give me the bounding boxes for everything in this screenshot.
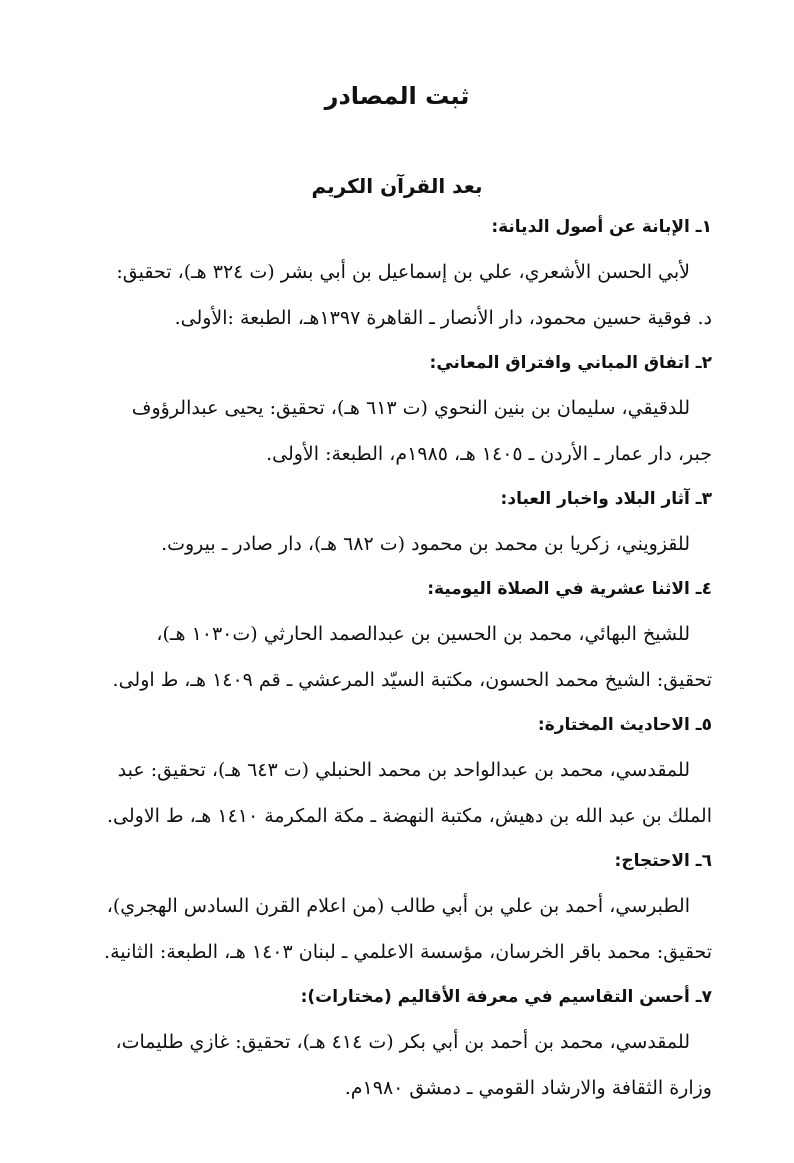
citation-line: الطبرسي، أحمد بن علي بن أبي طالب (من اعلام القرن السادس الهجري)، [106, 895, 690, 917]
entry-title: ٧ـ أحسن التقاسيم في معرفة الأقاليم (مختارات): [300, 987, 712, 1007]
entry-citation [82, 1019, 712, 1111]
bibliography-entry [82, 341, 712, 477]
citation-line: للدقيقي، سليمان بن بنين النحوي (ت ٦١٣ هـ)، تحقيق: يحيى عبدالرؤوف [131, 397, 690, 419]
entry-citation [82, 249, 712, 341]
bibliography-entry [82, 975, 712, 1111]
bibliography-entry [82, 839, 712, 975]
entry-title: ٢ـ اتفاق المباني وافتراق المعاني: [429, 353, 712, 373]
entry-title: ٥ـ الاحاديث المختارة: [537, 715, 712, 735]
citation-line: جبر، دار عمار ـ الأردن ـ ١٤٠٥ هـ، ١٩٨٥م، الطبعة: الأولى. [266, 443, 712, 465]
bibliography-entry [82, 703, 712, 839]
entry-citation [82, 611, 712, 703]
citation-line: للمقدسي، محمد بن أحمد بن أبي بكر (ت ٤١٤ هـ)، تحقيق: غازي طليمات، [115, 1031, 690, 1053]
page-subtitle: بعد القرآن الكريم [311, 174, 483, 198]
entry-citation [82, 521, 712, 567]
entry-title: ٣ـ آثار البلاد واخبار العباد: [500, 489, 712, 509]
page-title: ثبت المصادر [324, 82, 470, 110]
citation-line: د. فوقية حسين محمود، دار الأنصار ـ القاهرة ١٣٩٧هـ، الطبعة :الأولى. [174, 307, 712, 329]
entry-citation [82, 747, 712, 839]
bibliography-entry [82, 567, 712, 703]
entry-title: ٤ـ الاثنا عشرية في الصلاة اليومية: [427, 579, 712, 599]
bibliography-entry [82, 205, 712, 341]
citation-line: للشيخ البهائي، محمد بن الحسين بن عبدالصمد الحارثي (ت١٠٣٠ هـ)، [156, 623, 690, 645]
citation-line: وزارة الثقافة والارشاد القومي ـ دمشق ١٩٨٠م. [344, 1077, 712, 1099]
entry-title: ٦ـ الاحتجاج: [614, 851, 712, 871]
entry-citation [82, 385, 712, 477]
citation-line: تحقيق: محمد باقر الخرسان، مؤسسة الاعلمي ـ لبنان ١٤٠٣ هـ، الطبعة: الثانية. [104, 941, 712, 963]
citation-line: للقزويني، زكريا بن محمد بن محمود (ت ٦٨٢ هـ)، دار صادر ـ بيروت. [161, 533, 690, 555]
citation-line: لأبي الحسن الأشعري، علي بن إسماعيل بن أبي بشر (ت ٣٢٤ هـ)، تحقيق: [116, 261, 690, 283]
citation-line: الملك بن عبد الله بن دهيش، مكتبة النهضة ـ مكة المكرمة ١٤١٠ هـ، ط الاولى. [106, 805, 712, 827]
entry-title: ١ـ الإبانة عن أصول الديانة: [491, 217, 712, 237]
bibliography-list [82, 205, 712, 1111]
citation-line: للمقدسي، محمد بن عبدالواحد بن محمد الحنبلي (ت ٦٤٣ هـ)، تحقيق: عبد [117, 759, 690, 781]
entry-citation [82, 883, 712, 975]
citation-line: تحقيق: الشيخ محمد الحسون، مكتبة السيّد المرعشي ـ قم ١٤٠٩ هـ، ط اولى. [112, 669, 712, 691]
bibliography-entry [82, 477, 712, 567]
